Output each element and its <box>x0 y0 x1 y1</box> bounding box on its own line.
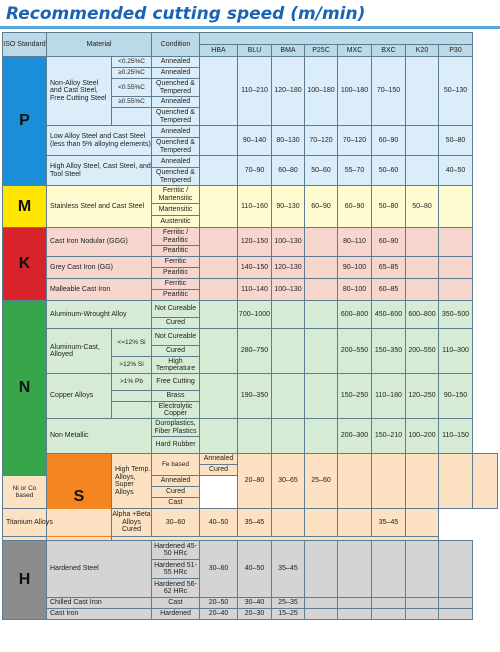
condition-cell: Pearlitic <box>152 268 200 279</box>
speed-cell: 60–85 <box>372 279 406 301</box>
speed-cell: 60–90 <box>338 186 372 228</box>
speed-cell <box>406 228 439 257</box>
condition-cell: Not Cureable <box>152 329 200 346</box>
speed-cell: 110–150 <box>439 419 473 454</box>
speed-cell: 450–600 <box>372 301 406 329</box>
speed-cell: 55–70 <box>338 156 372 186</box>
speed-cell <box>272 509 305 537</box>
speed-cell: 25–35 <box>272 598 305 609</box>
speed-cell <box>200 186 238 228</box>
material-cell: Hardened Steel <box>47 541 152 598</box>
condition-cell: Cured <box>152 346 200 357</box>
iso-n-cell <box>3 301 47 476</box>
speed-cell: 120–150 <box>238 228 272 257</box>
speed-cell: 30–60 <box>152 509 200 537</box>
speed-cell: 150–250 <box>338 374 372 419</box>
material-cell: Copper Alloys <box>47 374 112 419</box>
condition-cell: Cured <box>152 318 200 329</box>
speed-cell <box>305 257 338 279</box>
condition-cell: Hardened 51-55 HRc <box>152 560 200 579</box>
condition-cell: Duroplastics, Fiber Plastics <box>152 419 200 437</box>
speed-cell: 40–50 <box>238 541 272 598</box>
speed-cell <box>200 57 238 126</box>
condition-cell: Not Cureable <box>152 301 200 318</box>
speed-cell: 80–100 <box>338 279 372 301</box>
material-cell: Stainless Steel and Cast Steel <box>47 186 152 228</box>
condition-cell: Electrolytic Copper <box>152 402 200 419</box>
speed-cell: 35–45 <box>238 509 272 537</box>
speed-cell: 110–160 <box>238 186 272 228</box>
sub-condition: ≥0.25%C <box>112 68 152 79</box>
speed-cell: 120–250 <box>406 374 439 419</box>
sub-condition: <0.55%C <box>112 79 152 97</box>
condition-cell: Cast <box>152 498 200 509</box>
speed-cell <box>338 609 372 620</box>
speed-cell: 350–500 <box>439 301 473 329</box>
condition-cell: Ferritic / Martensitic <box>152 186 200 204</box>
speed-cell: 90–100 <box>338 257 372 279</box>
speed-cell: 100–180 <box>338 57 372 126</box>
speed-cell: 50–60 <box>372 156 406 186</box>
iso-letter: N <box>18 379 31 396</box>
speed-cell: 25–60 <box>305 454 338 509</box>
speed-cell: 65–85 <box>372 257 406 279</box>
speed-cell: 100–130 <box>272 228 305 257</box>
speed-cell <box>338 598 372 609</box>
speed-cell: 100–180 <box>305 57 338 126</box>
header-tool: MXC <box>338 45 372 57</box>
condition-cell: Ferritic <box>152 279 200 290</box>
sub-condition: Fe based <box>152 454 200 476</box>
material-cell: Chilled Cast Iron <box>47 598 152 609</box>
speed-cell: 60–80 <box>272 156 305 186</box>
header-material: Material <box>47 33 152 57</box>
header-tool: HBA <box>200 45 238 57</box>
speed-cell: 30–65 <box>272 454 305 509</box>
speed-cell: 90–140 <box>238 126 272 156</box>
speed-cell: 80–130 <box>272 126 305 156</box>
iso-m-cell <box>3 186 47 228</box>
speed-cell: 600–800 <box>338 301 372 329</box>
speed-cell: 600–800 <box>406 301 439 329</box>
speed-cell: 35–45 <box>272 541 305 598</box>
speed-cell: 30–40 <box>238 598 272 609</box>
iso-letter: M <box>17 197 32 215</box>
sub-condition: >12% Si <box>112 357 152 374</box>
speed-cell <box>200 279 238 301</box>
condition-cell: Hardened 56-62 HRc <box>152 579 200 598</box>
material-cell: Low Alloy Steel and Cast Steel (less than 5% alloying elements) <box>47 126 152 156</box>
speed-cell <box>372 598 406 609</box>
condition-cell: Annealed <box>152 156 200 168</box>
speed-cell <box>200 126 238 156</box>
material-cell: Grey Cast Iron (GG) <box>47 257 152 279</box>
material-cell: High Alloy Steel, Cast Steel, and Tool Steel <box>47 156 152 186</box>
speed-cell: 35–45 <box>372 509 406 537</box>
speed-cell <box>200 329 238 374</box>
speed-cell: 110–210 <box>238 57 272 126</box>
speed-cell: 40–50 <box>439 156 473 186</box>
speed-cell: 70–90 <box>238 156 272 186</box>
speed-cell: 50–80 <box>372 186 406 228</box>
speed-cell <box>406 156 439 186</box>
condition-cell: Quenched & Tempered <box>152 168 200 186</box>
speed-cell: 50–60 <box>305 156 338 186</box>
material-cell: Cast Iron <box>47 609 152 620</box>
speed-cell: 200–550 <box>338 329 372 374</box>
material-cell: Aluminum-Wrought Alloy <box>47 301 152 329</box>
header-tool: K20 <box>406 45 439 57</box>
speed-cell <box>372 541 406 598</box>
speed-cell: 60–90 <box>305 186 338 228</box>
iso-k-cell <box>3 228 47 301</box>
speed-cell <box>406 609 439 620</box>
speed-cell: 40–50 <box>200 509 238 537</box>
speed-cell: 100–130 <box>272 279 305 301</box>
speed-cell: 90–130 <box>272 186 305 228</box>
condition-cell: Hardened <box>152 609 200 620</box>
speed-cell <box>272 329 305 374</box>
iso-p-cell <box>3 57 47 186</box>
speed-cell <box>305 419 338 454</box>
condition-cell: Quenched & Tempered <box>152 79 200 97</box>
condition-cell: Cast <box>152 598 200 609</box>
speed-cell: 90–150 <box>439 374 473 419</box>
header-tool-group <box>200 33 473 45</box>
header-tool: BXC <box>372 45 406 57</box>
header-iso: ISO Standard <box>3 33 47 57</box>
speed-cell <box>372 609 406 620</box>
material-cell: High Temp. Alloys, Super Alloys <box>112 454 152 509</box>
speed-cell <box>473 454 498 509</box>
speed-cell <box>406 541 439 598</box>
speed-cell: 280–750 <box>238 329 272 374</box>
speed-cell <box>200 228 238 257</box>
sub-condition: <0.25%C <box>112 57 152 68</box>
speed-cell <box>439 257 473 279</box>
speed-cell <box>272 419 305 454</box>
condition-cell: Cured <box>200 465 238 476</box>
speed-cell: 15–25 <box>272 609 305 620</box>
speed-cell: 70–120 <box>305 126 338 156</box>
speed-cell: 30–60 <box>200 541 238 598</box>
condition-cell: Alpha +Beta Alloys Cured <box>112 509 152 537</box>
condition-cell: Annealed <box>152 126 200 138</box>
header-tool: BMA <box>272 45 305 57</box>
speed-cell: 20–80 <box>238 454 272 509</box>
speed-cell <box>439 598 473 609</box>
material-cell: Titanium Alloys <box>3 509 112 537</box>
speed-cell <box>305 279 338 301</box>
speed-cell: 110–140 <box>238 279 272 301</box>
speed-cell: 20–30 <box>238 609 272 620</box>
speed-cell: 60–90 <box>372 228 406 257</box>
page-title: Recommended cutting speed (m/min) <box>6 4 366 24</box>
header-tool: P30 <box>439 45 473 57</box>
speed-cell <box>372 454 406 509</box>
speed-cell <box>305 228 338 257</box>
material-cell: Cast Iron Nodular (GGG) <box>47 228 152 257</box>
speed-cell: 100–200 <box>406 419 439 454</box>
sub-condition <box>112 391 152 402</box>
speed-cell: 60–90 <box>372 126 406 156</box>
material-cell: Non-Alloy Steel and Cast Steel, Free Cutting Steel <box>47 57 112 126</box>
speed-cell <box>406 454 439 509</box>
speed-cell <box>200 419 238 454</box>
speed-cell: 200–550 <box>406 329 439 374</box>
speed-cell <box>439 454 473 509</box>
speed-cell: 50–80 <box>406 186 439 228</box>
speed-cell <box>406 126 439 156</box>
speed-cell: 700–1000 <box>238 301 272 329</box>
condition-cell: Pearlitic <box>152 290 200 301</box>
speed-cell <box>439 186 473 228</box>
sub-condition: Ni or Co based <box>3 476 47 509</box>
sub-condition <box>112 108 152 126</box>
speed-cell: 120–180 <box>272 57 305 126</box>
speed-cell <box>406 279 439 301</box>
condition-cell: High Temperature <box>152 357 200 374</box>
speed-cell: 110–180 <box>372 374 406 419</box>
speed-cell <box>305 541 338 598</box>
speed-cell: 20–50 <box>200 598 238 609</box>
speed-cell <box>338 541 372 598</box>
condition-cell: Martensitic <box>152 204 200 216</box>
speed-cell: 70–120 <box>338 126 372 156</box>
speed-cell <box>200 301 238 329</box>
speed-cell <box>305 329 338 374</box>
speed-cell <box>305 609 338 620</box>
cutting-speed-table <box>2 32 498 620</box>
condition-cell: Quenched & Tempered <box>152 108 200 126</box>
speed-cell <box>338 509 372 537</box>
speed-cell <box>272 301 305 329</box>
iso-letter: P <box>19 112 30 129</box>
speed-cell <box>238 419 272 454</box>
iso-letter: K <box>18 255 31 272</box>
material-cell: Aluminum-Cast, Alloyed <box>47 329 112 374</box>
condition-cell: Brass <box>152 391 200 402</box>
iso-h-cell <box>3 541 47 620</box>
speed-cell: 150–350 <box>372 329 406 374</box>
condition-cell: Cured <box>152 487 200 498</box>
header-condition: Condition <box>152 33 200 57</box>
speed-cell <box>200 257 238 279</box>
speed-cell <box>305 598 338 609</box>
speed-cell: 110–300 <box>439 329 473 374</box>
speed-cell <box>200 374 238 419</box>
speed-cell <box>406 257 439 279</box>
condition-cell: Free Cutting <box>152 374 200 391</box>
sub-condition: ≥0.55%C <box>112 97 152 108</box>
speed-cell <box>406 509 439 537</box>
speed-cell <box>439 228 473 257</box>
speed-cell <box>406 598 439 609</box>
sub-condition: >1% Pb <box>112 374 152 391</box>
speed-cell <box>305 374 338 419</box>
speed-cell <box>439 541 473 598</box>
condition-cell: Annealed <box>152 97 200 108</box>
iso-letter: H <box>18 571 31 588</box>
header-tool: BLU <box>238 45 272 57</box>
condition-cell: Annealed <box>152 68 200 79</box>
condition-cell: Ferritic / Pearlitic <box>152 228 200 246</box>
speed-cell: 120–130 <box>272 257 305 279</box>
condition-cell: Annealed <box>152 476 200 487</box>
speed-cell <box>406 57 439 126</box>
speed-cell <box>439 279 473 301</box>
speed-cell <box>439 609 473 620</box>
condition-cell: Pearlitic <box>152 246 200 257</box>
condition-cell: Austenitic <box>152 216 200 228</box>
condition-cell: Annealed <box>200 454 238 465</box>
speed-cell: 190–350 <box>238 374 272 419</box>
speed-cell: 50–130 <box>439 57 473 126</box>
sub-condition: <=12% Si <box>112 329 152 357</box>
iso-letter: S <box>73 488 85 505</box>
speed-cell <box>305 509 338 537</box>
condition-cell: Hardened 45-50 HRc <box>152 541 200 560</box>
speed-cell: 200–300 <box>338 419 372 454</box>
speed-cell: 140–150 <box>238 257 272 279</box>
speed-cell: 50–80 <box>439 126 473 156</box>
condition-cell: Annealed <box>152 57 200 68</box>
speed-cell: 80–110 <box>338 228 372 257</box>
speed-cell: 150–210 <box>372 419 406 454</box>
speed-cell <box>338 454 372 509</box>
speed-cell: 20–40 <box>200 609 238 620</box>
speed-cell <box>305 301 338 329</box>
material-cell: Non Metallic <box>47 419 152 454</box>
condition-cell: Quenched & Tempered <box>152 138 200 156</box>
condition-cell: Ferritic <box>152 257 200 268</box>
header-tool: P25C <box>305 45 338 57</box>
speed-cell <box>200 156 238 186</box>
speed-cell <box>272 374 305 419</box>
sub-condition <box>112 402 152 419</box>
condition-cell: Hard Rubber <box>152 437 200 454</box>
material-cell: Malleable Cast Iron <box>47 279 152 301</box>
title-rule <box>0 26 500 29</box>
speed-cell: 70–150 <box>372 57 406 126</box>
